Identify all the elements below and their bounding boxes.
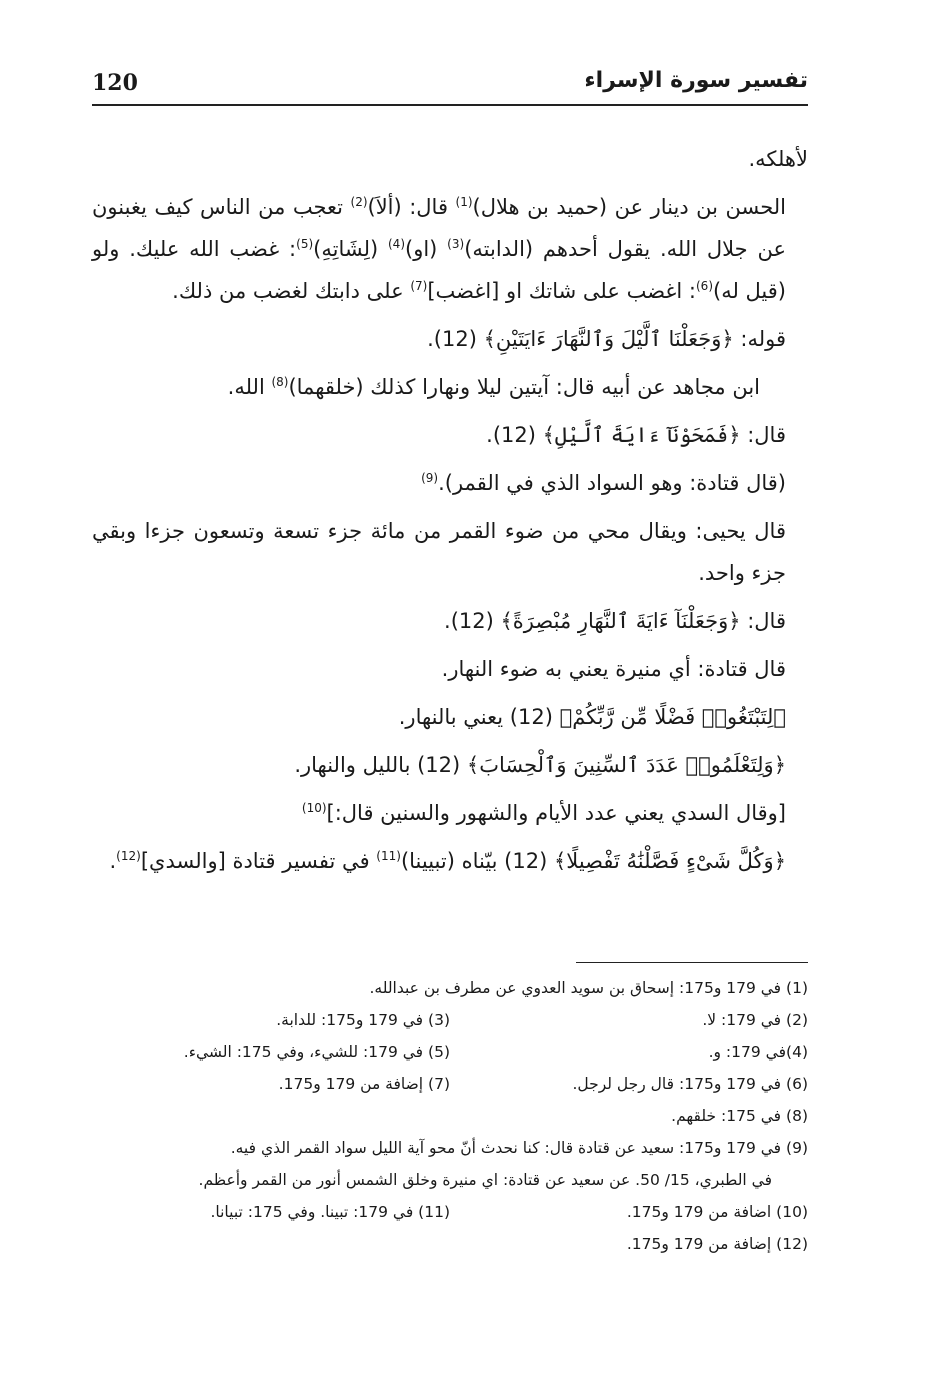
footnotes <box>92 972 808 1260</box>
footnote-ref-12[interactable]: (12) <box>116 849 141 863</box>
running-title: تفسير سورة الإسراء <box>584 68 808 93</box>
footnote-row <box>92 972 808 1004</box>
footnote-ref-7[interactable]: (7) <box>410 279 428 293</box>
footnote-8: (8) في 175: خلقهم. <box>671 1107 808 1125</box>
footnote-12: (12) إضافة من 179 و175. <box>626 1235 808 1253</box>
header-rule <box>92 104 808 106</box>
paragraph-6: (قال قتادة: وهو السواد الذي في القمر).$^{(9)}$ <box>421 471 786 495</box>
footnote-row <box>92 1164 808 1196</box>
quran-verse: ﴿وَجَعَلْنَا ٱلَّيْلَ وَٱلنَّهَارَ ءَايَتَيْنِ﴾ <box>483 327 734 351</box>
footnote-ref-6[interactable]: (6) <box>695 279 713 293</box>
footnote-row <box>92 1132 808 1164</box>
paragraph-11: ﴿وَلِتَعْلَمُوا۟ عَدَدَ ٱلسِّنِينَ وَٱلْحِسَابَ﴾ (12) بالليل والنهار. <box>294 753 786 777</box>
footnote-5: (5) في 179: للشيء، وفي 175: الشيء. <box>183 1043 450 1061</box>
paragraph-4: ابن مجاهد عن أبيه قال: آيتين ليلا ونهارا كذلك (خلقهما)$^{(8)}$ الله. <box>227 375 760 399</box>
paragraph-12: [وقال السدي يعني عدد الأيام والشهور والسنين قال:]$^{(10)}$ <box>301 801 786 825</box>
quran-verse: ﴿وَكُلَّ شَىْءٍ فَصَّلْنَٰهُ تَفْصِيلًا﴾ <box>554 849 786 873</box>
paragraph-10: ﴿لِتَبْتَغُوا۟ فَضْلًا مِّن رَّبِّكُمْ﴾ (12) يعني بالنهار. <box>398 705 786 729</box>
footnote-row <box>92 1100 808 1132</box>
footnote-ref-3[interactable]: (3) <box>447 237 465 251</box>
footnote-ref-5[interactable]: (5) <box>296 237 314 251</box>
footnote-ref-4[interactable]: (4) <box>387 237 405 251</box>
quran-verse: ﴿وَجَعَلْنَآ ءَايَةَ ٱلنَّهَارِ مُبْصِرَةً﴾ <box>500 609 741 633</box>
paragraph-5: قال: ﴿فَمَحَوْنَآ ءَايَةَ ٱلَّيْلِ﴾ (12). <box>486 423 786 447</box>
quran-verse: ﴿لِتَبْتَغُوا۟ فَضْلًا مِّن رَّبِّكُمْ﴾ <box>559 705 786 729</box>
footnote-4: (4)في 179: و. <box>708 1043 808 1061</box>
paragraph-2: الحسن بن دينار عن (حميد بن هلال)$^{(1)}$ قال: (ألاَ)$^{(2)}$ تعجب من الناس كيف يغبنون عن جلال الله. يقول أحدهم (الدابته)$^{(3)}$ (او)$^{(4)}$ (لِشَاتِهِ)$^{(5)}$: غضب الله عليك. ولو (قيل له)$^{(6)}$: اغضب على شاتك او [اغضب]$^{(7)}$ على دابتك لغضب من ذلك. <box>92 195 787 303</box>
main-text <box>92 138 808 884</box>
footnote-6: (6) في 179 و175: قال رجل لرجل. <box>572 1075 808 1093</box>
footnote-11: (11) في 179: تبينا. وفي 175: تبيانا. <box>210 1203 450 1221</box>
paragraph-9: قال قتادة: أي منيرة يعني به ضوء النهار. <box>441 657 786 681</box>
footnote-7: (7) إضافة من 179 و175. <box>278 1075 450 1093</box>
footnote-1: (1) في 179 و175: إسحاق بن سويد العدوي عن مطرف بن عبدالله. <box>369 979 808 997</box>
footnote-10: (10) اضافة من 179 و175. <box>626 1203 808 1221</box>
paragraph-8: قال: ﴿وَجَعَلْنَآ ءَايَةَ ٱلنَّهَارِ مُبْصِرَةً﴾ (12). <box>444 609 786 633</box>
footnote-row <box>92 1004 808 1036</box>
paragraph-7: قال يحيى: ويقال محي من ضوء القمر من مائة جزء تسعة وتسعون جزءا وبقي جزء واحد. <box>92 519 786 585</box>
footnote-row <box>92 1196 808 1228</box>
footnote-2: (2) في 179: لا. <box>702 1011 808 1029</box>
page-number: 120 <box>92 70 138 96</box>
footnote-ref-1[interactable]: (1) <box>455 195 473 209</box>
footnote-row <box>92 1036 808 1068</box>
footnote-ref-2[interactable]: (2) <box>350 195 368 209</box>
quran-verse: ﴿فَمَحَوْنَآ ءَايَةَ ٱلَّيْلِ﴾ <box>542 423 741 447</box>
footnote-separator <box>576 962 808 963</box>
footnote-ref-9[interactable]: (9) <box>421 471 439 485</box>
footnote-9: (9) في 179 و175: سعيد عن قتادة قال: كنا نحدث أنّ محو آية الليل سواد القمر الذي فيه. <box>230 1139 808 1157</box>
footnote-3: (3) في 179 و175: للدابة. <box>276 1011 450 1029</box>
footnote-ref-11[interactable]: (11) <box>376 849 401 863</box>
page-header <box>92 62 808 102</box>
paragraph-3: قوله: ﴿وَجَعَلْنَا ٱلَّيْلَ وَٱلنَّهَارَ ءَايَتَيْنِ﴾ (12). <box>427 327 786 351</box>
footnote-row <box>92 1228 808 1260</box>
footnote-ref-10[interactable]: (10) <box>301 801 327 815</box>
footnote-row <box>92 1068 808 1100</box>
quran-verse: ﴿وَلِتَعْلَمُوا۟ عَدَدَ ٱلسِّنِينَ وَٱلْحِسَابَ﴾ <box>466 753 786 777</box>
footnote-ref-8[interactable]: (8) <box>271 375 289 389</box>
paragraph-13: ﴿وَكُلَّ شَىْءٍ فَصَّلْنَٰهُ تَفْصِيلًا﴾ (12) بيّناه (تبيينا)$^{(11)}$ في تفسير قتادة [والسدي]$^{(12)}$. <box>109 849 786 873</box>
footnote-9-continued: في الطبري، 15/ 50. عن سعيد عن قتادة: اي منيرة وخلق الشمس أنور من القمر وأعظم. <box>198 1171 772 1189</box>
paragraph-1: لأهلكه. <box>748 147 808 171</box>
